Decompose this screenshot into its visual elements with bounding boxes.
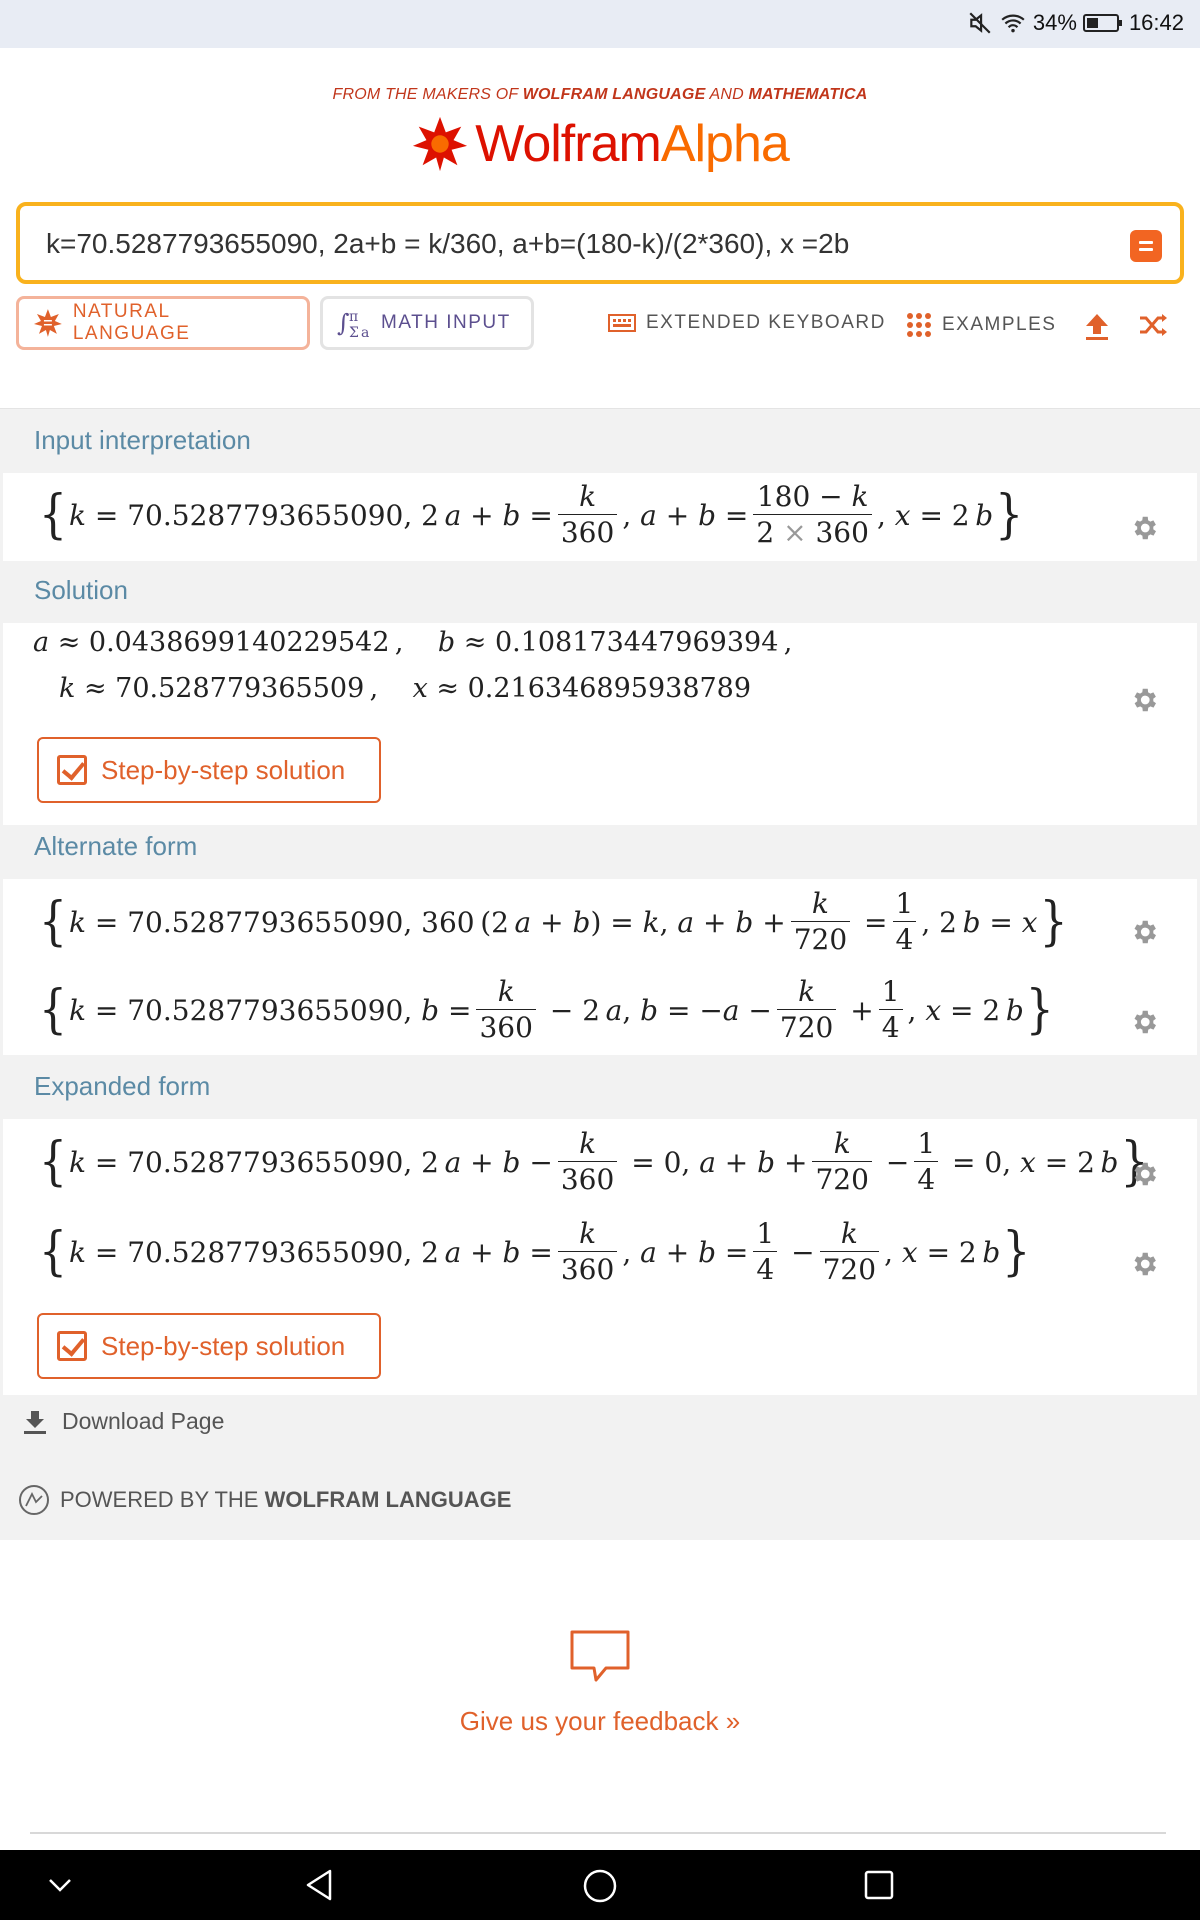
gear-icon[interactable] [1129,513,1159,543]
wifi-icon [999,10,1027,36]
wolfram-language-icon [18,1484,50,1516]
shuffle-icon [1138,312,1168,338]
keyboard-icon [608,312,636,334]
k-value: 70.5287793655090 [127,905,404,939]
search-input[interactable] [46,224,1096,264]
k-value: 70.5287793655090 [127,993,404,1027]
divider [30,1832,1166,1834]
navigation-bar [0,1850,1200,1920]
step-by-step-button[interactable] [37,1313,381,1379]
solution-line-1: a ≈ 0.0438699140229542 , b ≈ 0.108173447969394 , [33,627,793,658]
status-bar [0,0,1200,48]
battery-icon [1083,12,1123,34]
chevron-down-icon[interactable] [44,1868,76,1900]
natural-language-button[interactable] [16,296,310,350]
feedback-icon[interactable] [568,1628,632,1684]
solution-b: 0.108173447969394 [494,627,779,658]
pod-title-input-interpretation: Input interpretation [34,425,251,455]
powered-brand: WOLFRAM LANGUAGE [264,1487,512,1512]
clock: 16:42 [1128,10,1184,35]
logo-alpha: Alpha [660,115,789,173]
recents-icon[interactable] [862,1868,896,1902]
gear-icon[interactable] [1129,917,1159,947]
pod-solution [3,623,1197,825]
solution-x: 0.216346895938789 [467,673,752,704]
random-button[interactable] [1138,312,1168,338]
natural-language-label: NATURAL LANGUAGE [72,301,191,344]
download-page-link[interactable] [22,1408,224,1435]
powered-prefix: POWERED BY THE [60,1487,265,1512]
results-area [0,408,1200,1540]
upload-button[interactable] [1084,312,1110,342]
tagline-brand-language: WOLFRAM LANGUAGE [522,86,706,103]
svg-text:Σ: Σ [349,325,361,339]
math-input-label: MATH INPUT [381,312,511,333]
search-box [16,202,1184,284]
spikey-small-icon [33,308,63,338]
status-icons [967,10,1184,36]
step-by-step-label: Step-by-step solution [101,1330,346,1361]
checkbox-icon [57,755,87,785]
gear-icon[interactable] [1129,685,1159,715]
pod-title-alternate-form: Alternate form [34,831,198,861]
k-value: 70.5287793655090 [127,1235,404,1269]
gear-icon[interactable] [1129,1159,1159,1189]
solution-a: 0.0438699140229542 [88,627,390,658]
mute-icon [967,10,993,36]
svg-text:∫: ∫ [337,309,352,337]
input-interpretation-math: { k = 70.5287793655090 , 2 a + b = $\frac{k}{360}$ , a + b = $\frac{180 - k}{2 \times 360}$ , x = 2 b } [39,480,1024,549]
math-symbols-icon [337,307,371,339]
download-icon [22,1409,48,1435]
svg-text:π: π [349,309,360,325]
examples-label: EXAMPLES [942,314,1057,335]
gear-icon[interactable] [1129,1007,1159,1037]
expanded-form-line-1: { k = 70.5287793655090 , 2 a + b − $\frac{k}{360}$ = 0, a + b + $\frac{k}{720}$ − $\frac{1}{4}$ = 0, x = 2 b } [39,1127,1149,1196]
back-icon[interactable] [302,1868,336,1902]
expanded-form-line-2: { k = 70.5287793655090 , 2 a + b = $\frac{k}{360}$ , a + b = $\frac{1}{4}$ − $\frac{k}{720}$ , x = 2 b } [39,1217,1031,1286]
step-by-step-button[interactable] [37,737,381,803]
battery-percent: 34% [1032,10,1077,35]
alternate-form-line-2: { k = 70.5287793655090 , b = $\frac{k}{360}$ − 2 a , b = − a − $\frac{k}{720}$ + $\frac{1}{4}$ , x = 2 b } [39,975,1054,1044]
svg-text:a: a [361,325,371,339]
examples-button[interactable] [906,312,1056,338]
home-icon[interactable] [582,1868,618,1904]
step-by-step-label: Step-by-step solution [101,754,346,785]
logo-wolfram: Wolfram [475,115,661,173]
wolfram-alpha-logo[interactable] [0,114,1200,174]
k-value: 70.5287793655090 [127,498,404,532]
k-value: 70.5287793655090 [127,1145,404,1179]
upload-icon [1084,312,1110,342]
solution-line-2: k ≈ 70.528779365509 , x ≈ 0.216346895938789 [59,673,752,704]
extended-keyboard-button[interactable] [608,312,886,334]
pod-title-expanded-form: Expanded form [34,1071,211,1101]
pod-title-solution: Solution [34,575,128,605]
math-input-button[interactable] [320,296,534,350]
tagline-brand-mathematica: MATHEMATICA [748,86,868,103]
powered-by[interactable] [18,1484,511,1516]
compute-button[interactable] [1130,230,1162,262]
solution-k: 70.528779365509 [115,673,365,704]
tagline-prefix: FROM THE MAKERS OF [332,86,523,103]
tagline-and: AND [705,86,749,103]
spikey-icon [411,115,469,173]
gear-icon[interactable] [1129,1249,1159,1279]
pod-alternate-form [3,879,1197,1055]
feedback-link[interactable]: Give us your feedback » [459,1706,741,1736]
extended-keyboard-label: EXTENDED KEYBOARD [646,312,886,333]
tagline [0,86,1200,104]
grid-dots-icon [906,312,932,338]
download-label: Download Page [62,1408,225,1434]
pod-expanded-form [3,1119,1197,1395]
pod-input-interpretation [3,473,1197,561]
checkbox-icon [57,1331,87,1361]
alternate-form-line-1: { k = 70.5287793655090 , 360 (2 a + b ) = k , a + b + $\frac{k}{720}$ = $\frac{1}{4}$ , 2 b = x } [39,887,1068,956]
